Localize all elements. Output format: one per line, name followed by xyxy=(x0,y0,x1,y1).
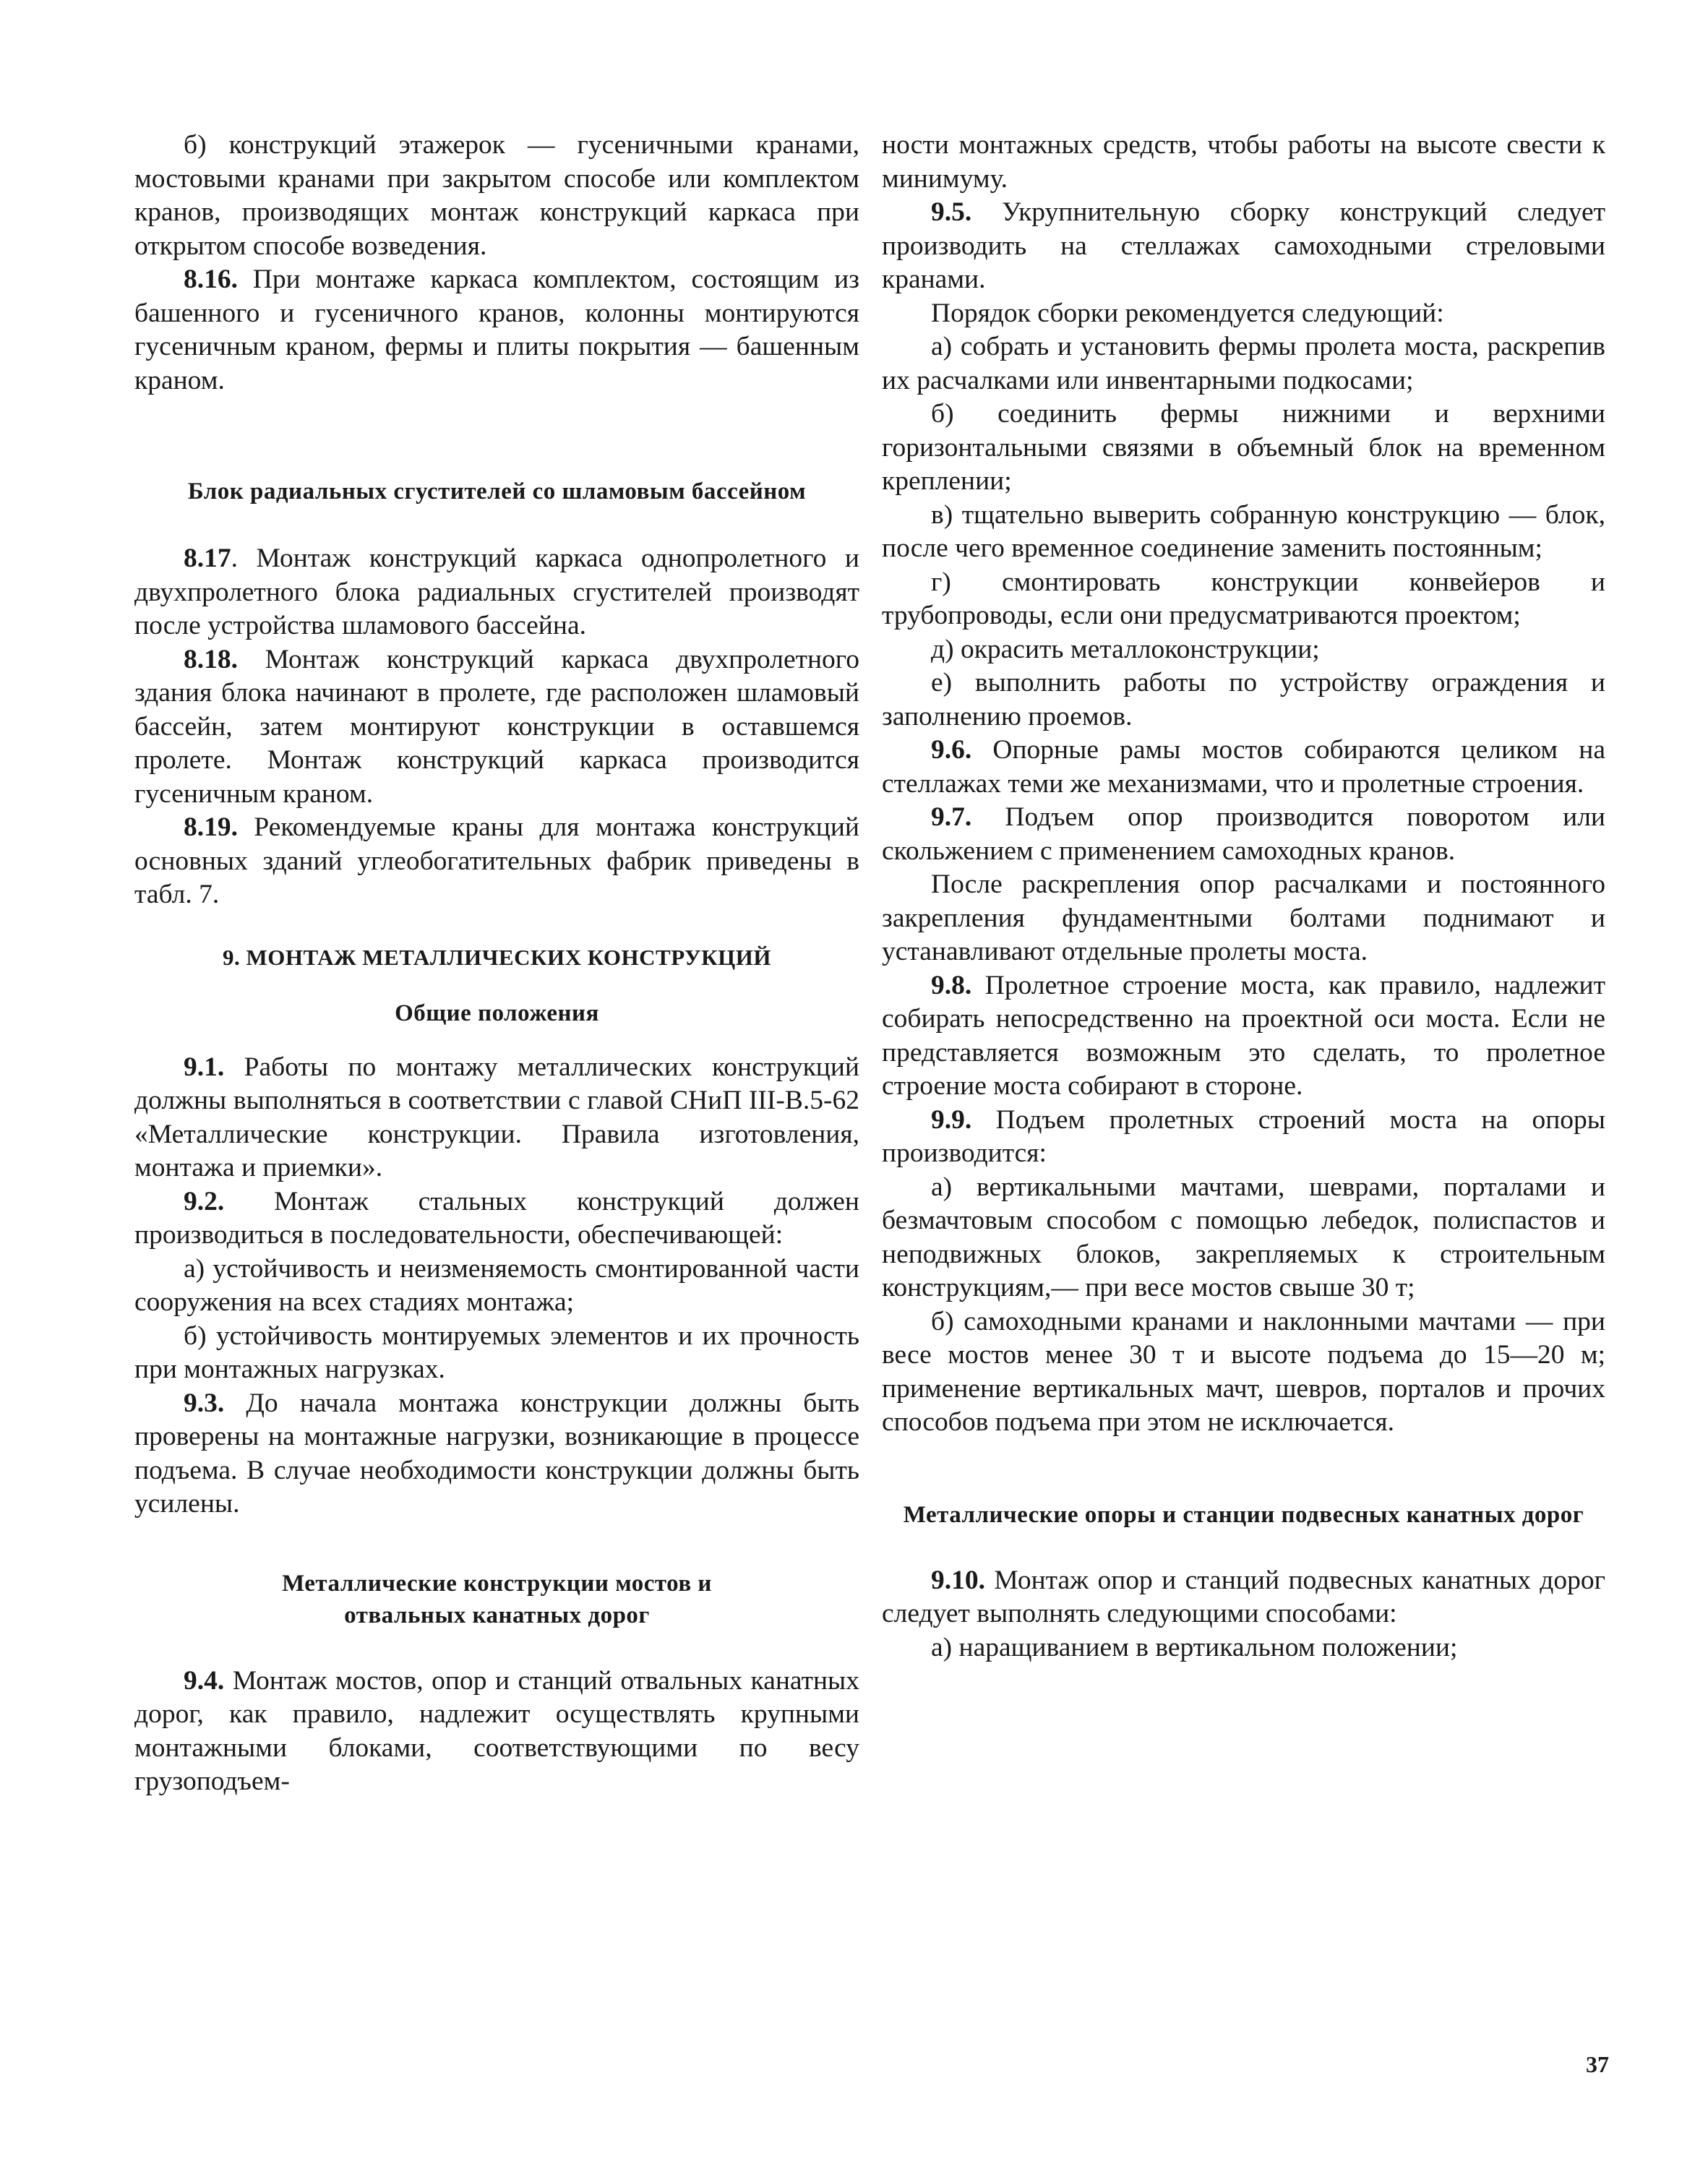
paragraph-9-5-d: д) окрасить металлоконструкции; xyxy=(931,634,1320,664)
clause-number: 9.4. xyxy=(184,1665,225,1696)
clause-number: 9.9. xyxy=(931,1104,972,1135)
clause-number: 9.2. xyxy=(184,1186,225,1216)
subsection-heading-general: Общие положения xyxy=(395,1000,599,1026)
clause-text: . Монтаж конструкций каркаса однопролетного и двухпролетного блока радиальных сгустителей производят после устройства шламового бассейна. xyxy=(134,544,859,640)
paragraph-9-5 xyxy=(882,196,1605,297)
paragraph-8-18 xyxy=(134,643,859,812)
clause-text: Работы по монтажу металлических конструкций должны выполняться в соответствии с главой СНиП III-В.5-62 «Металлические конструкции. Правила изготовления, монтажа и приемки». xyxy=(134,1052,859,1182)
clause-text: Рекомендуемые краны для монтажа конструкций основных зданий углеобогатительных фабрик приведены в табл. 7. xyxy=(134,812,859,909)
paragraph-9-4 xyxy=(134,1665,859,1799)
clause-number: 9.3. xyxy=(184,1388,225,1418)
clause-number: 9.5. xyxy=(931,197,972,227)
paragraph-9-10 xyxy=(882,1564,1605,1631)
paragraph-8-15-b: б) конструкций этажерок — гусеничными кранами, мостовыми кранами при закрытом способе или комплектом кранов, производящих монтаж конструкций каркаса при открытом способе возведения. xyxy=(134,130,859,261)
clause-text: Опорные рамы мостов собираются целиком на стеллажах теми же механизмами, что и пролетные строения. xyxy=(882,735,1605,799)
paragraph-9-9-b: б) самоходными кранами и наклонными мачтами — при весе мостов менее 30 т и высоте подъема до 15—20 м; применение вертикальных мачт, шевров, порталов и прочих способов подъема при этом не исключается. xyxy=(882,1306,1605,1437)
clause-text: Подъем опор производится поворотом или скольжением с применением самоходных кранов. xyxy=(882,802,1605,866)
paragraph-9-6 xyxy=(882,734,1605,801)
paragraph-9-2-a: а) устойчивость и неизменяемость смонтированной части сооружения на всех стадиях монтажа; xyxy=(134,1253,859,1317)
paragraph-9-5-e: е) выполнить работы по устройству ограждения и заполнению проемов. xyxy=(882,668,1605,731)
paragraph-after-bracing: После раскрепления опор расчалками и постоянного закрепления фундаментными болтами поднимают и устанавливают отдельные пролеты моста. xyxy=(882,869,1605,966)
clause-text: Пролетное строение моста, как правило, надлежит собирать непосредственно на проектной оси моста. Если не представляется возможным это сделать, то пролетное строение моста собирают в стороне. xyxy=(882,970,1605,1101)
left-column xyxy=(134,129,859,1799)
paragraph-8-19 xyxy=(134,811,859,912)
clause-text: До начала монтажа конструкции должны быть проверены на монтажные нагрузки, возникающие в процессе подъема. В случае необходимости конструкции должны быть усилены. xyxy=(134,1388,859,1519)
paragraph-9-7 xyxy=(882,801,1605,868)
subsection-heading-thickeners: Блок радиальных сгустителей со шламовым бассейном xyxy=(187,478,807,504)
paragraph-9-1 xyxy=(134,1051,859,1185)
paragraph-8-17 xyxy=(134,542,859,643)
clause-text: Укрупнительную сборку конструкций следует производить на стеллажах самоходными стреловыми кранами. xyxy=(882,197,1605,294)
paragraph-9-4-continued: ности монтажных средств, чтобы работы на высоте свести к минимуму. xyxy=(882,130,1605,194)
clause-text: Подъем пролетных строений моста на опоры производится: xyxy=(882,1104,1605,1168)
paragraph-assembly-order: Порядок сборки рекомендуется следующий: xyxy=(931,298,1444,328)
paragraph-9-8 xyxy=(882,969,1605,1104)
clause-number: 8.16. xyxy=(184,265,238,294)
section-9-title: 9. МОНТАЖ МЕТАЛЛИЧЕСКИХ КОНСТРУКЦИЙ xyxy=(223,944,771,970)
page-number: 37 xyxy=(1586,2051,1609,2077)
clause-text: Монтаж конструкций каркаса двухпролетного здания блока начинают в пролете, где расположен шламовый бассейн, затем монтируют конструкции в оставшемся пролете. Монтаж конструкций каркаса производится гусеничным краном. xyxy=(134,644,859,809)
paragraph-9-2-b: б) устойчивость монтируемых элементов и их прочность при монтажных нагрузках. xyxy=(134,1321,859,1384)
subsection-heading-supports: Металлические опоры и станции подвесных канатных дорог xyxy=(903,1501,1584,1528)
paragraph-9-10-a: а) наращиванием в вертикальном положении; xyxy=(931,1632,1458,1662)
clause-text: Монтаж мостов, опор и станций отвальных канатных дорог, как правило, надлежит осуществлять крупными монтажными блоками, соответствующими по весу грузоподъем- xyxy=(134,1665,859,1796)
clause-number: 9.6. xyxy=(931,735,972,765)
clause-number: 9.10. xyxy=(931,1565,985,1595)
paragraph-8-16 xyxy=(134,263,859,398)
clause-number: 8.18. xyxy=(184,644,238,674)
paragraph-9-9-a: а) вертикальными мачтами, шеврами, порталами и безмачтовым способом с помощью лебедок, полиспастов и неподвижных блоков, закрепляемых к строительным конструкциям,— при весе мостов свыше 30 т; xyxy=(882,1172,1605,1302)
paragraph-9-5-g: г) смонтировать конструкции конвейеров и трубопроводы, если они предусматриваются проектом; xyxy=(882,567,1605,630)
clause-number: 9.8. xyxy=(931,970,972,1000)
clause-number: 9.1. xyxy=(184,1052,225,1082)
paragraph-9-9 xyxy=(882,1104,1605,1171)
clause-number: 9.7. xyxy=(931,802,972,832)
clause-number: 8.17 xyxy=(184,544,231,573)
clause-number: 8.19. xyxy=(184,812,238,842)
clause-text: Монтаж стальных конструкций должен производиться в последовательности, обеспечивающей: xyxy=(134,1186,859,1250)
paragraph-9-5-b: б) соединить фермы нижними и верхними горизонтальными связями в объемный блок на временном креплении; xyxy=(882,399,1605,496)
right-column xyxy=(882,129,1605,1665)
paragraph-9-5-v: в) тщательно выверить собранную конструкцию — блок, после чего временное соединение заменить постоянным; xyxy=(882,499,1605,563)
clause-text: При монтаже каркаса комплектом, состоящим из башенного и гусеничного кранов, колонны монтируются гусеничным краном, фермы и плиты покрытия — башенным краном. xyxy=(134,265,859,395)
paragraph-9-2 xyxy=(134,1185,859,1253)
paragraph-9-3 xyxy=(134,1387,859,1521)
paragraph-9-5-a: а) собрать и установить фермы пролета моста, раскрепив их расчалками или инвентарными подкосами; xyxy=(882,332,1605,395)
clause-text: Монтаж опор и станций подвесных канатных дорог следует выполнять следующими способами: xyxy=(882,1565,1605,1628)
subsection-heading-bridges: Металлические конструкции мостов и отвальных канатных дорог xyxy=(282,1570,712,1628)
